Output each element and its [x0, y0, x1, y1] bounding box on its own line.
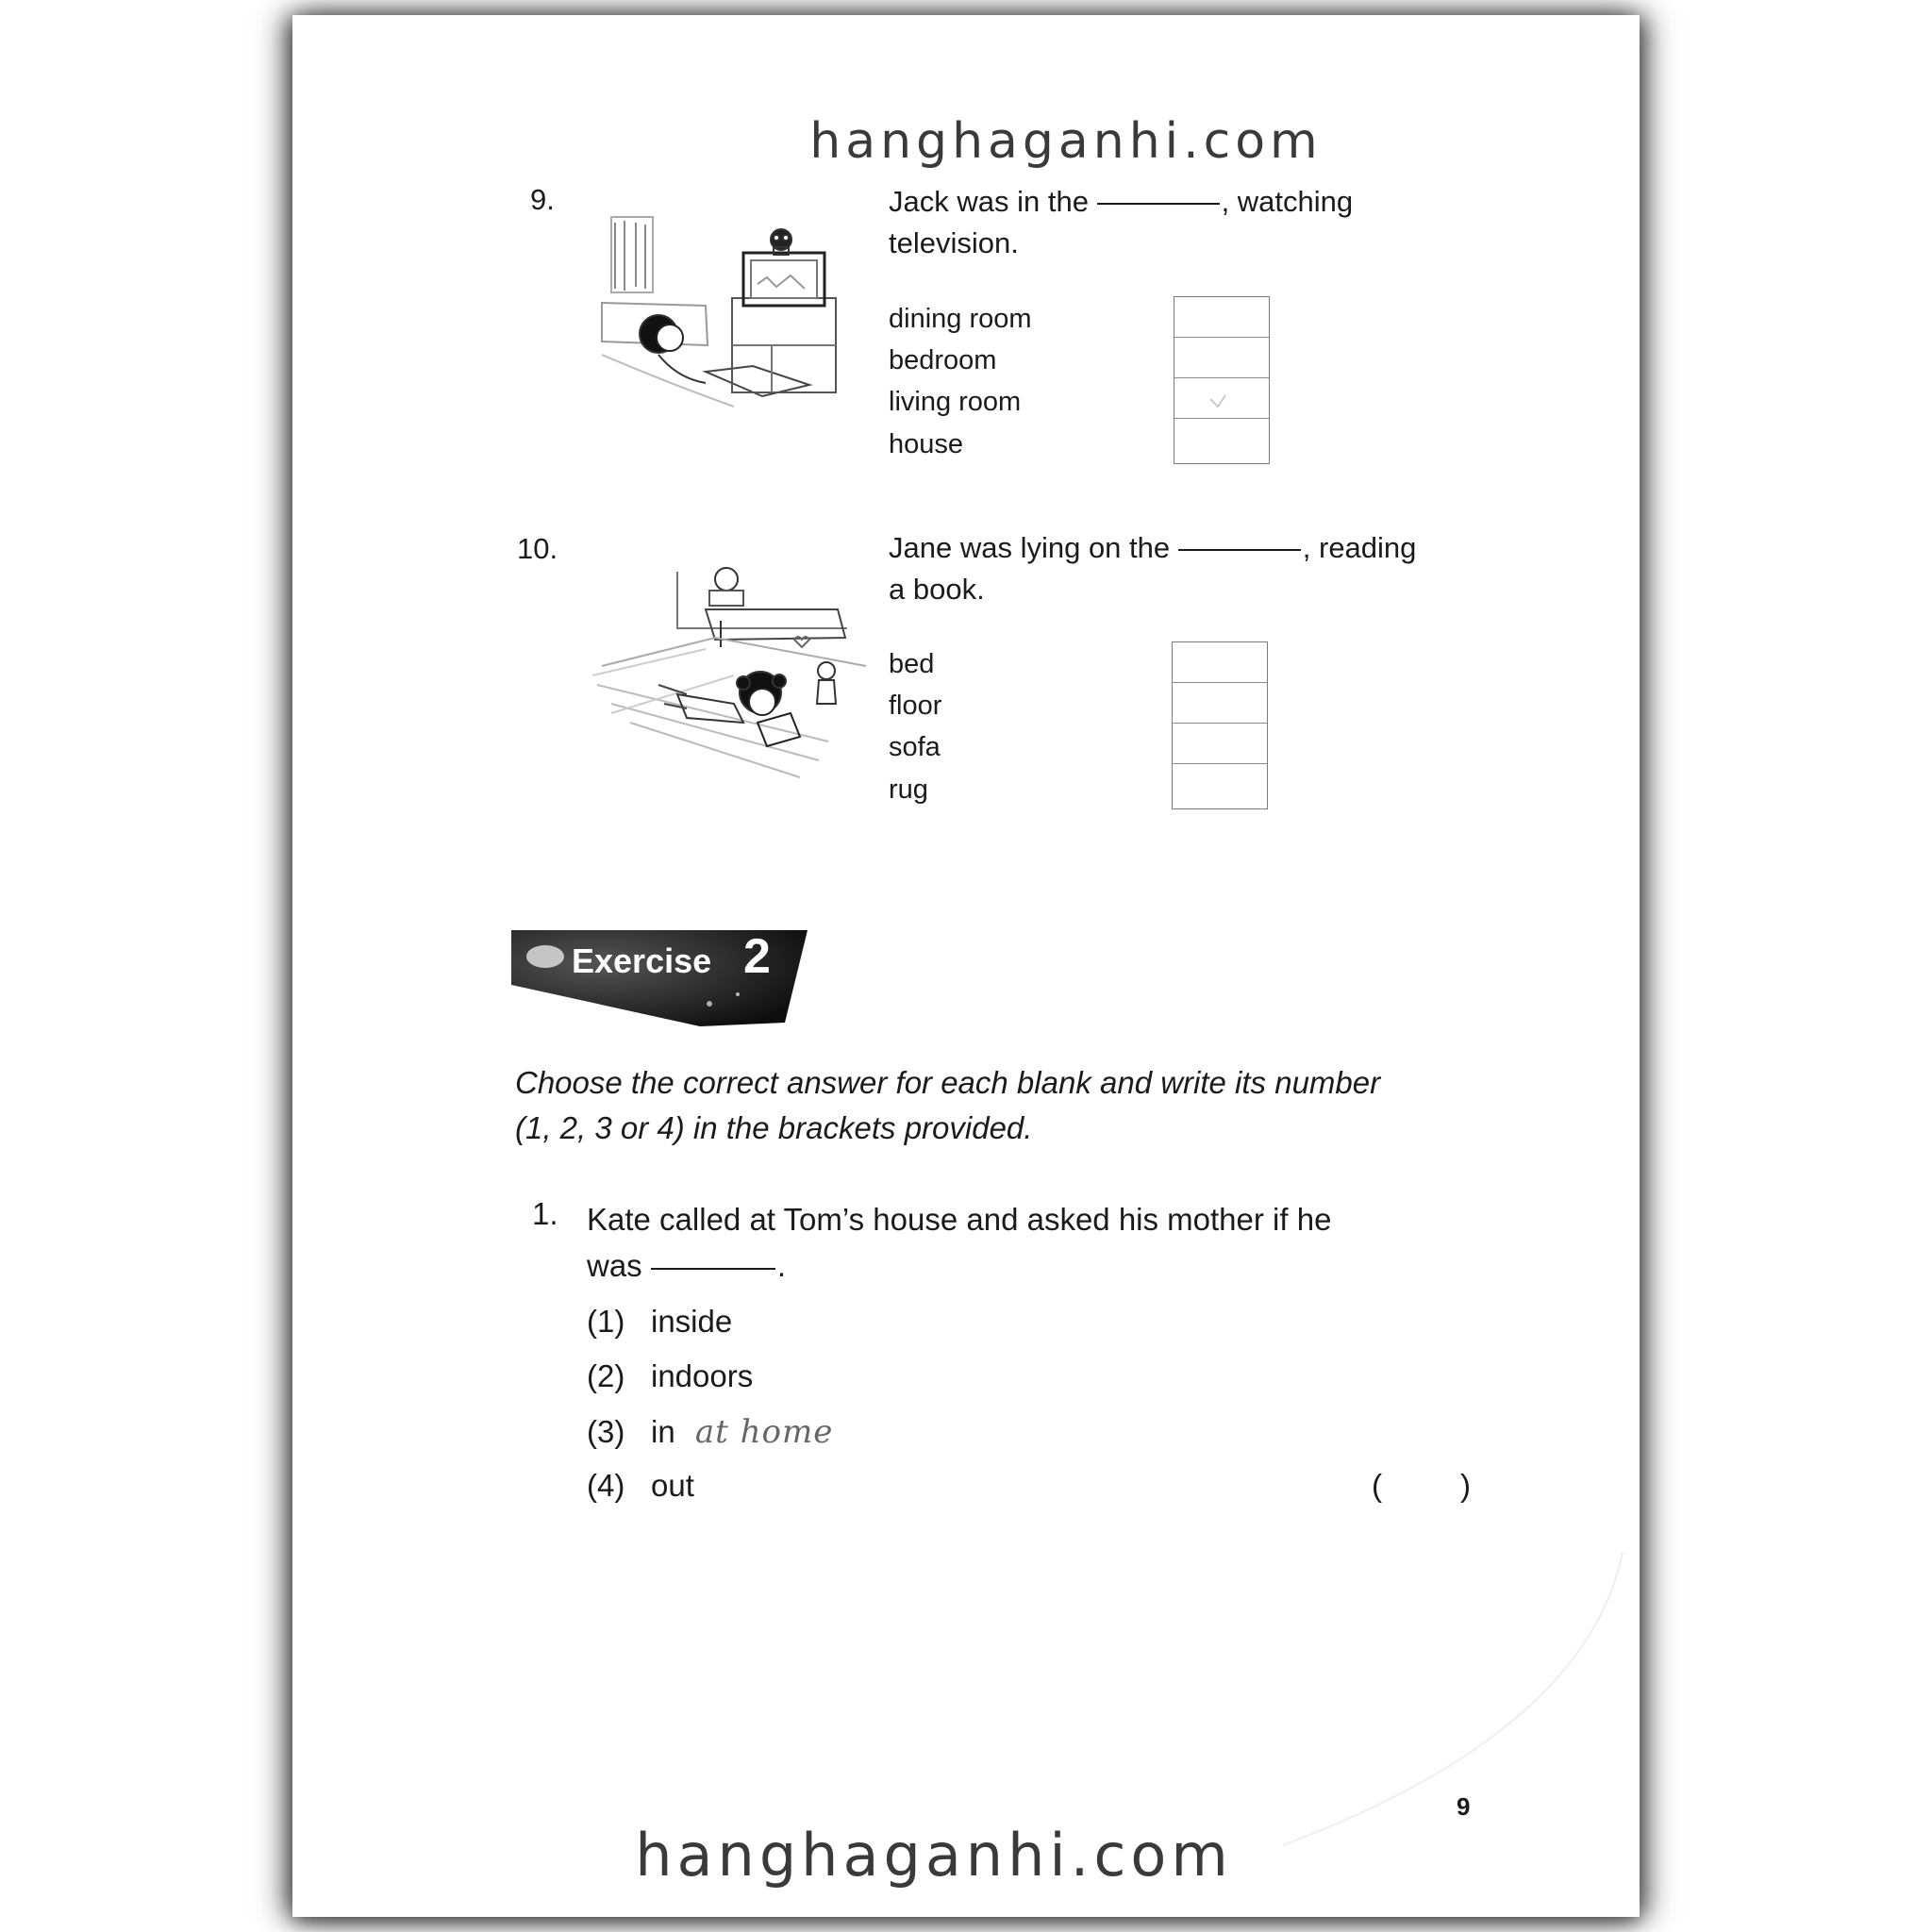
ex2-question-1-line1: Kate called at Tom’s house and asked his mother if he: [587, 1202, 1332, 1237]
question-9-text-after: , watching: [1221, 185, 1354, 218]
exercise-number: 2: [743, 929, 771, 984]
ex2-choice-1-label: inside: [651, 1304, 733, 1339]
question-10-text: [889, 527, 1416, 610]
ex2-question-1-number: 1.: [532, 1196, 558, 1231]
question-10-text-before: Jane was lying on the: [889, 531, 1171, 564]
ex2-question-1-line2-before: was: [587, 1248, 642, 1283]
question-9-option-3: living room: [889, 387, 1022, 417]
answer-box-bed[interactable]: [1173, 642, 1267, 683]
illustration-boy-watching-tv: [592, 204, 857, 430]
exercise-instructions: [515, 1060, 1380, 1151]
answer-box-rug[interactable]: [1173, 764, 1267, 805]
ex2-question-1-line2-after: .: [776, 1248, 787, 1283]
ex2-choice-4-label: out: [651, 1468, 694, 1503]
question-10-answer-boxes: [1172, 641, 1268, 809]
answer-bracket-open: (: [1372, 1468, 1382, 1503]
answer-bracket-close: ): [1460, 1468, 1471, 1503]
question-9-text: [889, 181, 1353, 264]
question-9-answer-boxes: [1174, 296, 1270, 464]
exercise-label: Exercise: [572, 941, 712, 980]
ex2-choice-2-num: (2): [587, 1358, 625, 1393]
illustration-girl-reading-on-rug: [592, 562, 866, 789]
answer-box-sofa[interactable]: [1173, 724, 1267, 764]
exercise-banner: [511, 928, 813, 1030]
handwritten-note: at home: [694, 1413, 834, 1451]
question-9-text-before: Jack was in the: [889, 185, 1089, 218]
ex2-choice-2: [587, 1358, 753, 1394]
ex2-choice-3: [587, 1413, 833, 1451]
ex2-question-1-text: [587, 1196, 1331, 1289]
question-10-option-1: bed: [889, 649, 935, 679]
ex2-choice-4: [587, 1468, 694, 1504]
answer-bracket-space[interactable]: [1391, 1468, 1438, 1506]
ex2-choice-3-label: in: [651, 1414, 675, 1449]
ex2-choice-4-num: (4): [587, 1468, 625, 1503]
question-10-text-line2: a book.: [889, 573, 985, 606]
ex2-choice-2-label: indoors: [651, 1358, 754, 1393]
ex2-choice-1: [587, 1304, 732, 1340]
instructions-line-1: Choose the correct answer for each blank and write its number: [515, 1065, 1381, 1100]
question-10-option-2: floor: [889, 691, 942, 721]
question-9-number: 9.: [530, 183, 555, 216]
answer-box-house[interactable]: [1174, 419, 1269, 459]
question-10-number: 10.: [517, 532, 558, 565]
question-9-text-line2: television.: [889, 226, 1019, 259]
question-9-blank: [1097, 202, 1220, 205]
ex2-choice-1-num: (1): [587, 1304, 625, 1339]
question-10-text-after: , reading: [1302, 531, 1417, 564]
instructions-line-2: (1, 2, 3 or 4) in the brackets provided.: [515, 1110, 1033, 1145]
question-9-option-4: house: [889, 429, 964, 459]
ex2-question-1-blank: [651, 1267, 775, 1270]
question-9-option-1: dining room: [889, 304, 1032, 334]
question-10-blank: [1178, 548, 1301, 551]
answer-box-dining-room[interactable]: [1174, 297, 1269, 338]
question-10-option-3: sofa: [889, 732, 941, 762]
question-9-option-2: bedroom: [889, 345, 997, 375]
question-10-option-4: rug: [889, 774, 928, 805]
answer-box-living-room[interactable]: [1174, 378, 1269, 419]
watermark-top: hanghaganhi.com: [809, 113, 1323, 170]
ex2-choice-3-num: (3): [587, 1414, 625, 1449]
scan-artifact-curve: [1245, 1543, 1641, 1855]
answer-box-bedroom[interactable]: [1174, 338, 1269, 378]
answer-box-floor[interactable]: [1173, 683, 1267, 724]
watermark-bottom: hanghaganhi.com: [635, 1821, 1233, 1890]
workbook-page: [292, 15, 1640, 1917]
faint-tick-mark: [1174, 378, 1269, 419]
page-number: 9: [1457, 1792, 1471, 1821]
